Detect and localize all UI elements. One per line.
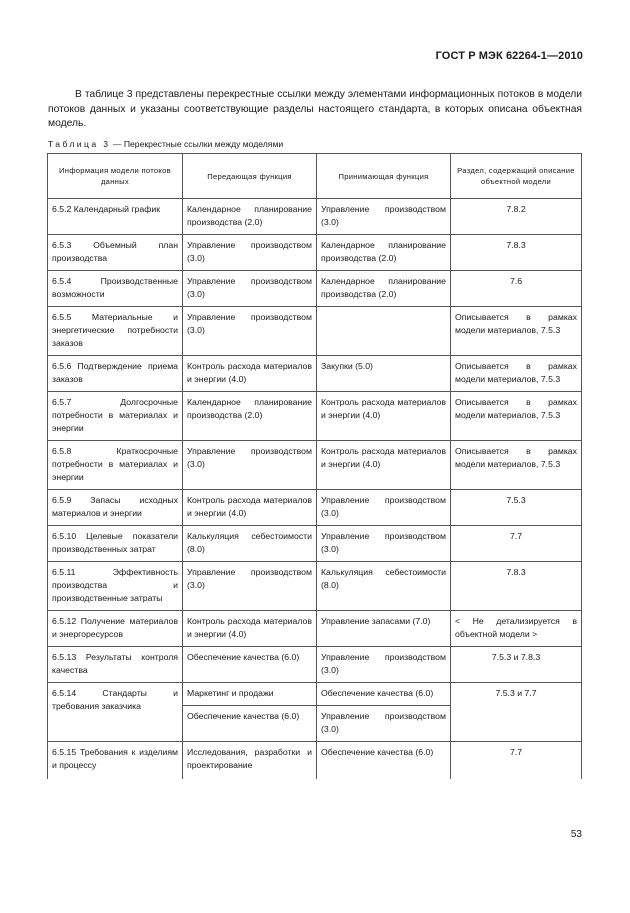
cell-sender: Управление производством (3.0) [183,235,317,271]
cell-sender: Календарное планирование производства (2.0) [183,199,317,235]
cell-receiver: Календарное планирование производства (2.0) [317,235,451,271]
cell-info: 6.5.14 Стандарты и требования заказчика [48,683,183,742]
cell-sender: Контроль расхода материалов и энергии (4.0) [183,611,317,647]
cell-receiver: Обеспечение качества (6.0) [317,742,451,780]
cross-reference-table [47,153,582,779]
cell-sender: Маркетинг и продажи [183,683,317,706]
cell-info: 6.5.4 Производственные возможности [48,271,183,307]
cell-sender: Календарное планирование производства (2.0) [183,392,317,441]
cell-receiver: Контроль расхода материалов и энергии (4.0) [317,441,451,490]
header-info: Информация модели потоков данных [48,154,183,199]
cell-info: 6.5.11 Эффективность производства и производственные затраты [48,562,183,611]
cell-info: 6.5.7 Долгосрочные потребности в материалах и энергии [48,392,183,441]
header-section: Раздел, содержащий описание объектной модели [451,154,582,199]
cell-sender: Управление производством (3.0) [183,562,317,611]
cell-section: < Не детализируется в объектной модели > [451,611,582,647]
header-receiver: Принимающая функция [317,154,451,199]
table-row [48,441,582,490]
cell-receiver: Управление производством (3.0) [317,490,451,526]
table-row [48,742,582,780]
cell-section: 7.5.3 и 7.7 [451,683,582,742]
cell-sender: Контроль расхода материалов и энергии (4.0) [183,490,317,526]
cell-sender: Обеспечение качества (6.0) [183,706,317,742]
cell-receiver: Управление производством (3.0) [317,647,451,683]
cell-receiver: Обеспечение качества (6.0) [317,683,451,706]
header-sender: Передающая функция [183,154,317,199]
table-row [48,307,582,356]
cell-sender: Исследования, разработки и проектирование [183,742,317,780]
cell-info: 6.5.5 Материальные и энергетические потребности заказов [48,307,183,356]
table-row [48,611,582,647]
cell-section: 7.5.3 [451,490,582,526]
cell-receiver: Закупки (5.0) [317,356,451,392]
cell-receiver: Календарное планирование производства (2.0) [317,271,451,307]
cell-info: 6.5.8 Краткосрочные потребности в материалах и энергии [48,441,183,490]
cell-info: 6.5.3 Объемный план производства [48,235,183,271]
cell-section: Описывается в рамках модели материалов, 7.5.3 [451,307,582,356]
cell-section: 7.7 [451,526,582,562]
cell-section: Описывается в рамках модели материалов, 7.5.3 [451,356,582,392]
cell-info: 6.5.12 Получение материалов и энергоресурсов [48,611,183,647]
table-row [48,683,582,706]
cell-receiver: Управление запасами (7.0) [317,611,451,647]
table-row [48,490,582,526]
table-row [48,235,582,271]
table-caption-text: — Перекрестные ссылки между моделями [110,139,284,149]
cell-section: Описывается в рамках модели материалов, 7.5.3 [451,441,582,490]
cell-sender: Калькуляция себестоимости (8.0) [183,526,317,562]
cell-sender: Управление производством (3.0) [183,307,317,356]
table-row [48,526,582,562]
table-row [48,562,582,611]
cell-receiver: Управление производством (3.0) [317,199,451,235]
cell-sender: Обеспечение качества (6.0) [183,647,317,683]
table-row [48,271,582,307]
cell-section: 7.6 [451,271,582,307]
intro-paragraph: В таблице 3 представлены перекрестные ссылки между элементами информационных потоков в модели потоков данных и указаны соответствующие разделы настоящего стандарта, в которых описана объектная модель. [48,89,582,130]
cell-info: 6.5.13 Результаты контроля качества [48,647,183,683]
cell-section: 7.7 [451,742,582,780]
table-row [48,647,582,683]
cell-info: 6.5.10 Целевые показатели производственных затрат [48,526,183,562]
table-row [48,356,582,392]
table-header-row [48,154,582,199]
cell-receiver [317,307,451,356]
cell-info: 6.5.6 Подтверждение приема заказов [48,356,183,392]
cell-receiver: Контроль расхода материалов и энергии (4.0) [317,392,451,441]
table-caption [48,139,283,149]
cell-section: 7.8.2 [451,199,582,235]
cell-info: 6.5.15 Требования к изделиям и процессу [48,742,183,780]
table-row [48,392,582,441]
cell-info: 6.5.2 Календарный график [48,199,183,235]
cell-sender: Контроль расхода материалов и энергии (4.0) [183,356,317,392]
cell-sender: Управление производством (3.0) [183,271,317,307]
cell-sender: Управление производством (3.0) [183,441,317,490]
cell-section: 7.8.3 [451,235,582,271]
cell-section: 7.5.3 и 7.8.3 [451,647,582,683]
table-row [48,199,582,235]
cell-section: Описывается в рамках модели материалов, 7.5.3 [451,392,582,441]
cell-section: 7.8.3 [451,562,582,611]
cell-info: 6.5.9 Запасы исходных материалов и энергии [48,490,183,526]
standard-header: ГОСТ Р МЭК 62264-1—2010 [435,50,583,62]
table-caption-label: Таблица 3 [48,139,111,149]
page-number: 53 [570,829,582,840]
cell-receiver: Калькуляция себестоимости (8.0) [317,562,451,611]
cell-receiver: Управление производством (3.0) [317,526,451,562]
cell-receiver: Управление производством (3.0) [317,706,451,742]
